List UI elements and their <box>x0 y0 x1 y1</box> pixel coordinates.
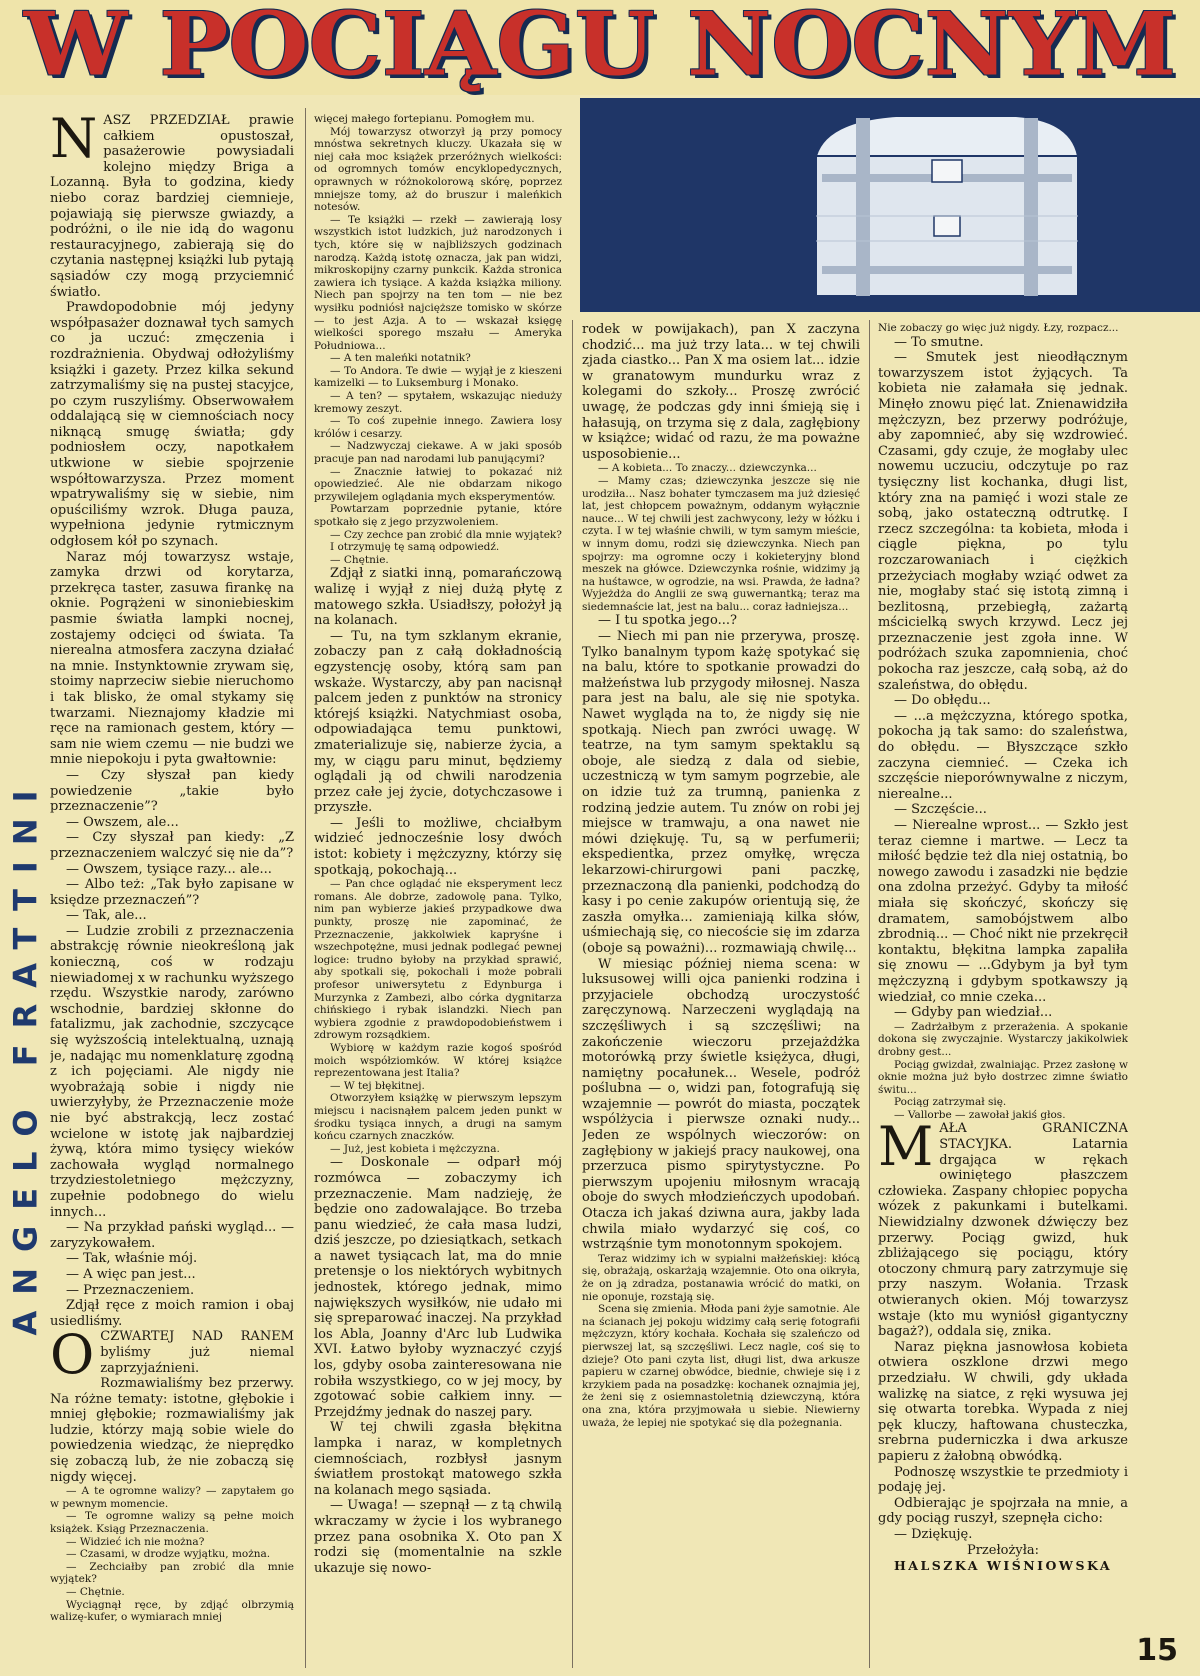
paragraph <box>314 365 562 390</box>
paragraph-text: Wybiorę w każdym razie kogoś spośród moich współziomków. W której książce reprezentowana jest Italia? <box>314 1041 562 1080</box>
paragraph <box>314 1498 562 1576</box>
paragraph <box>314 541 562 554</box>
paragraph <box>50 768 294 815</box>
paragraph-text: Naraz piękna jasnowłosa kobieta otwiera oszklone drzwi mego przedziału. W chwili, gdy układa walizkę na siatce, z ręki wysuwa jej się otwarta torebka. Wypada z niej pęk kluczy, haftowana chusteczka, srebrna puderniczka i dwa arkusze papieru z żałobną obwódką. <box>878 1339 1128 1464</box>
drop-cap: O <box>50 1323 95 1387</box>
paragraph <box>50 1251 294 1267</box>
paragraph <box>582 1303 860 1429</box>
paragraph <box>878 1340 1128 1465</box>
paragraph-text: — Gdyby pan wiedział... <box>894 1005 1053 1021</box>
column-divider-1 <box>305 108 306 1668</box>
paragraph-text: I otrzymuję tę samą odpowiedź. <box>330 541 500 554</box>
paragraph-text: — Tak, właśnie mój. <box>66 1251 198 1267</box>
paragraph <box>314 1080 562 1093</box>
paragraph-text: — Zadrżałbym z przerażenia. A spokanie dokona się zwyczajnie. Wystarczy jakikolwiek drobny gest... <box>878 1020 1128 1058</box>
paragraph-text: — A te ogromne walizy? — zapytałem go w pewnym momencie. <box>50 1485 294 1510</box>
paragraph <box>878 350 1128 693</box>
paragraph-text: AŁA GRANICZNA STACYJKA. Latarnia drgająca w rękach owiniętego płaszczem człowieka. Zaspany chłopiec popycha wózek z pakunkami i butelkami. Niewidzialny dzwonek dźwięczy bez przerwy. Pociąg gwizd, huk zbliżającego się pociągu, który otoczony chmurą pary zatrzymuje się przy naszym. Wołania. Trzask otwieranych okien. Mój towarzysz wstaje (kto mu wyniósł gigantyczny bagaż?), oddala się, znika. <box>878 1121 1128 1340</box>
paragraph-text: Mój towarzysz otworzył ją przy pomocy mnóstwa sekretnych kluczy. Ukazała się w niej cała moc książek przeróżnych wielkości: od ogromnych tomów encyklopedycznych, oprawnych w różnokolorową skórę, poprzez mniejsze tomy, aż do bruszur i maleńkich notesów. <box>314 125 562 214</box>
paragraph-text: — Dziękuję. <box>894 1526 973 1542</box>
translator-label: Przełożyła: <box>966 1542 1040 1558</box>
paragraph-text: Pociąg zatrzymał się. <box>894 1096 1007 1109</box>
paragraph <box>878 802 1128 818</box>
paragraph <box>50 830 294 861</box>
paragraph <box>50 550 294 768</box>
paragraph <box>878 693 1128 709</box>
paragraph <box>50 1220 294 1251</box>
paragraph-text: więcej małego fortepianu. Pomogłem mu. <box>314 113 535 125</box>
paragraph-text: — Pan chce oglądać nie eksperyment lecz romans. Ale dobrze, zadowolę pana. Tylko, nim pan wybierze jakieś przypadkowe dwa punkty, proszę nie zapominać, że Przeznaczenie, jakkolwiek kapryśne i wszechpotężne, musi jednak podlegać pewnej logice: trudno byłoby na przykład sprawić, aby spotkali się, pokochali i może pobrali profesor uniwersytetu z Edynburga i Murzynka z Zambezi, albo córka dygnitarza chińskiego i rybak islandzki. Niech pan wybiera zgodnie z prawdopodobieństwem i zdrowym rozsądkiem. <box>314 878 562 1042</box>
paragraph-text: — Przeznaczeniem. <box>66 1282 195 1298</box>
paragraph <box>314 1420 562 1498</box>
paragraph <box>582 613 860 629</box>
paragraph <box>50 1323 294 1485</box>
paragraph-text: — Znacznie łatwiej to pokazać niż opowiedzieć. Ale nie obdarzam nikogo przywilejem oglądania mych eksperymentów. <box>314 465 562 503</box>
paragraph <box>582 462 860 475</box>
paragraph-text: — Uwaga! — szepnął — z tą chwilą wkraczamy w życie i los wybranego przez pana osobnika X. Oto pan X rodzi się (momentalnie na szkle ukazuje się nowo- <box>314 1498 562 1576</box>
paragraph <box>314 554 562 567</box>
paragraph <box>314 529 562 542</box>
paragraph-text: — Chętnie. <box>66 1586 125 1598</box>
paragraph-text: — Czasami, w drodze wyjątku, można. <box>66 1548 271 1561</box>
paragraph-text: Naraz mój towarzysz wstaje, zamyka drzwi od korytarza, przekręca taster, zasuwa firankę na oknie. Pogrążeni w sinoniebieskim pasmie światła lampki nocnej, zostajemy odcięci od świata. Ta nierealna atmosfera zaczyna działać na mnie. Instynktownie zrywam się, stoimy naprzeciw siebie nieruchomo i tak blisko, że omal stykamy się twarzami. Nieznajomy kładzie mi ręce na ramionach gestem, który — sam nie wiem czemu — nie budzi we mnie niepokoju i pyta gwałtownie: <box>50 549 294 768</box>
paragraph <box>50 1485 294 1510</box>
paragraph <box>50 1548 294 1561</box>
paragraph-text: — A ten maleńki notatnik? <box>330 352 471 365</box>
author-name: ANGELO FRATTINI <box>7 774 45 1336</box>
paragraph <box>50 300 294 550</box>
paragraph-text: W tej chwili zgasła błękitna lampka i naraz, w kompletnych ciemnościach, rozbłysł jasnym światłem prostokąt matowego szkła na kolanach mego sąsiada. <box>314 1420 562 1498</box>
paragraph <box>314 466 562 504</box>
paragraph <box>50 924 294 1220</box>
paragraph <box>50 862 294 878</box>
paragraph-text: — Albo też: „Tak było zapisane w księdze przeznaczeń”? <box>50 877 294 908</box>
paragraph <box>878 1096 1128 1109</box>
title-band <box>0 0 1200 95</box>
paragraph <box>878 322 1128 335</box>
paragraph-text: Zdjął ręce z moich ramion i obaj usiedliśmy. <box>50 1298 294 1329</box>
paragraph-text: — Szczęście... <box>894 802 987 818</box>
paragraph-text: — W tej błękitnej. <box>330 1079 425 1092</box>
paragraph <box>50 1283 294 1299</box>
paragraph <box>878 1059 1128 1097</box>
paragraph <box>878 1527 1128 1543</box>
paragraph-text: Powtarzam poprzednie pytanie, które spotkało się z jego przyzwoleniem. <box>314 503 562 528</box>
paragraph <box>878 1115 1128 1340</box>
paragraph <box>878 1465 1128 1496</box>
paragraph <box>314 503 562 528</box>
paragraph-text: — Ludzie zrobili z przeznaczenia abstrakcję równie nieokreśloną jak konieczną, coś w rodzaju niewiadomej x w rachunku wyższego rzędu. Wszystkie narody, zarówno wschodnie, bardziej skłonne do fatalizmu, jak zachodnie, szczycące się wyższością intelektualną, uznają je, nadając mu nomenklaturę zgodną z ich pojęciami. Ale nigdy nie wyobrażają sobie i nigdy nie uwierzyłyby, że Przeznaczenie może nie być abstrakcją, lecz zostać wcielone w istotę jak najbardziej żywą, która mimo tysięcy wieków zachowała wygląd normalnego trzydziestoletniego mężczyzny, zupełnie podobnego do wielu innych... <box>50 923 294 1220</box>
paragraph <box>50 1536 294 1549</box>
paragraph <box>314 126 562 214</box>
trunk-icon <box>580 98 1200 312</box>
paragraph-text: — Czy słyszał pan kiedy powiedzenie „takie było przeznaczenie”? <box>50 767 294 815</box>
paragraph-text: — Te książki — rzekł — zawierają losy wszystkich istot ludzkich, już narodzonych i tych, które się w najbliższych godzinach narodzą. Każdą istotę oznacza, jak pan widzi, mikroskopijny czarny punkcik. Każda stronica zawiera ich tysiące. A każda książka miliony. Niech pan spojrzy na ten tom — nie bez wysiłku podniósł najcięższe tomisko w skórze — to jest Azja. A to — wskazał księgę wielkości sporego mszału — Ameryka Południowa... <box>314 213 562 352</box>
column-3 <box>582 322 860 1668</box>
paragraph <box>50 1510 294 1535</box>
column-4 <box>878 322 1128 1632</box>
paragraph-text: — Już, jest kobieta i mężczyzna. <box>330 1142 500 1155</box>
paragraph-text: — Niech mi pan nie przerywa, proszę. Tylko banalnym typom każę spotykać się na balu, które to spotkanie prowadzi do małżeństwa lub przygody miłosnej. Nasza para jest na balu, ale się nie spotyka. Nawet wygląda na to, że nigdy się nie spotkają. Niech pan zwróci uwagę. W teatrze, na tym samym spektaklu są oboje, ale siedzą z dala od siebie, uczestniczą w tym samym pogrzebie, ale on idzie tuż za trumną, panienka z rodziną jedzie autem. Tu znów on robi jej miejsce w tramwaju, a ona nawet nie mówi dziękuję. Tu, są w perfumerii; ekspedientka, przez omyłkę, wręcza lekarzowi-chirurgowi pani paczkę, przeznaczoną dla panienki, podchodzą do kasy i po cenie zakupów orientują się, że zaszła omyłka... zamieniają kilka słów, uśmiechają się, co niecoście się im zdarza (oboje są poważni)... rozmawiają chwilę... <box>582 629 860 956</box>
article-title: W POCIĄGU NOCNYM <box>23 0 1177 96</box>
paragraph <box>582 957 860 1253</box>
paragraph <box>50 1298 294 1329</box>
paragraph <box>50 113 294 300</box>
paragraph-text: — Zechciałby pan zrobić dla mnie wyjątek? <box>50 1560 294 1586</box>
paragraph <box>314 1143 562 1156</box>
paragraph <box>582 322 860 462</box>
illustration-trunk <box>580 98 1200 312</box>
column-divider-3 <box>869 320 870 1668</box>
paragraph-text: Nie zobaczy go więc już nigdy. Łzy, rozpacz... <box>878 322 1119 334</box>
paragraph-text: — Czy słyszał pan kiedy: „Z przeznaczeniem walczyć się nie da”? <box>50 830 294 861</box>
paragraph <box>878 1496 1128 1527</box>
paragraph-text: — Doskonale — odparł mój rozmówca — zobaczymy ich przeznaczenie. Mam nadzieję, że będzie ono zadowalające. Bo trzeba panu wiedzieć, że cała masa ludzi, dziś jeszcze, po dziesiątkach, setkach a nawet tysiącach lat, ma do mnie pretensje o los niektórych wybitnych jednostek, którego jednak, mimo największych wysiłków, nie udało mi się spreparować inaczej. Na przykład los Abla, Joanny d'Arc lub Ludwika XVI. Łatwo byłoby wyznaczyć czyjś los, gdyby osoba zainteresowana nie robiła wszystkiego, co w jej mocy, by zgotować sobie całkiem inny. — Przejdźmy jednak do naszej pary. <box>314 1155 562 1420</box>
paragraph-text: CZWARTEJ NAD RANEM byliśmy już niemal zaprzyjaźnieni. Rozmawialiśmy bez przerwy. Na różne tematy: istotne, głębokie i mniej głębokie; rozmawialiśmy jak ludzie, którzy mają sobie wiele do powiedzenia wiedząc, że nieprędko się zobaczą lub, że nie zobaczą się nigdy więcej. <box>50 1329 294 1485</box>
paragraph-text: W miesiąc później niema scena: w luksusowej willi ojca panienki rodzina i przyjaciele obchodzą uroczystość zaręczynową. Narzeczeni wyglądają na szczęśliwych i są szczęśliwi; na zakończenie wieczoru przejażdżka motorówką przy świetle księżyca, długi, namiętny pocałunek... Wesele, podróż poślubna — o, widzi pan, fotografują się wzajemnie — powrót do miasta, początek wspólżycia i pierwsze oznaki nudy... Jeden ze wspólnych wieczorów: on zagłębiony w jakiejś pracy naukowej, ona przerzuca pismo spirytystyczne. Po pierwszym upojeniu miłosnym wracają oboje do swych młodzieńczych upodobań. Otacza ich jakaś dziwna aura, jakby lada chwila miało wydarzyć się coś, co wstrząśnie tym monotonnym spokojem. <box>582 956 860 1253</box>
paragraph <box>878 335 1128 351</box>
author-vertical <box>6 640 46 1470</box>
paragraph <box>878 1021 1128 1059</box>
paragraph-text: Podnoszę wszystkie te przedmioty i podaję jej. <box>878 1464 1128 1496</box>
paragraph <box>582 475 860 614</box>
paragraph-text: — Tak, ale... <box>66 908 147 924</box>
paragraph-text: Odbierając je spojrzała na mnie, a gdy pociąg ruszył, szepnęła cicho: <box>878 1495 1128 1527</box>
paragraph-text: — Nadzwyczaj ciekawe. A w jaki sposób pracuje pan nad narodami lub panującymi? <box>314 440 562 466</box>
paragraph-text: ASZ PRZEDZIAŁ prawie całkiem opustoszał, pasażerowie powysiadali kolejno między Briga a Lozanną. Była to godzina, kiedy niebo coraz bardziej ciemnieje, pojawiają się pierwsze gwiazdy, a podróżni, o ile nie idą do wagonu restauracyjnego, zabierają się do czytania następnej książki lub pytają sąsiadów czy mogą przyciemnić światło. <box>50 113 294 300</box>
paragraph <box>314 390 562 415</box>
paragraph <box>314 415 562 440</box>
paragraph-text: — Vallorbe — zawołał jakiś głos. <box>894 1108 1066 1121</box>
paragraph-text: Teraz widzimy ich w sypialni małżeńskiej: kłócą się, obrażają, oskarżają wzajemnie. Oto ona oikryła, że on ją zdradza, postanawia wrócić do matki, on nie oponuje, rozstają się. <box>582 1252 860 1303</box>
paragraph <box>314 440 562 465</box>
paragraph-text: — Chętnie. <box>330 553 389 566</box>
paragraph-text: — Nierealne wprost... — Szkło jest teraz ciemne i martwe. — Lecz ta miłość będzie też dla niej ostatnią, bo nowego zawodu i zasadzki nie będzie ona zdolna przeżyć. Gdyby ta miłość miała się skończyć, skończy się dramatem, samobójstwem albo zbrodnią... — Choć nikt nie przekręcił kontaktu, błękitna lampka zapaliła się znowu — ...Gdybym ja był tym mężczyzną i gdybym spotkawszy ją wiedział, co mnie czeka... <box>878 818 1128 1005</box>
paragraph <box>50 1561 294 1586</box>
paragraph <box>314 1042 562 1080</box>
paragraph-text: — To Andora. Te dwie — wyjął je z kieszeni kamizelki — to Luksemburg i Monako. <box>314 364 562 390</box>
paragraph <box>314 878 562 1042</box>
paragraph-text: — To coś zupełnie innego. Zawiera losy królów i cesarzy. <box>314 415 562 440</box>
paragraph-text: — To smutne. <box>894 334 984 350</box>
paragraph <box>878 1109 1128 1122</box>
paragraph <box>314 214 562 353</box>
paragraph-text: — Owszem, tysiące razy... ale... <box>66 861 272 877</box>
paragraph-text: — Widzieć ich nie można? <box>66 1535 205 1548</box>
paragraph <box>50 908 294 924</box>
drop-cap: N <box>50 113 98 170</box>
paragraph <box>50 877 294 908</box>
translator-name: HALSZKA WIŚNIOWSKA <box>893 1558 1113 1574</box>
paragraph-text: — I tu spotka jego...? <box>598 613 737 629</box>
paragraph-text: — Jeśli to możliwe, chciałbym widzieć jednocześnie losy dwóch istot: kobiety i mężczyzny, którzy się spotkają, pokochają... <box>314 815 562 878</box>
paragraph <box>50 1586 294 1599</box>
paragraph <box>314 566 562 628</box>
paragraph <box>878 709 1128 803</box>
paragraph-text: — Owszem, ale... <box>66 814 179 830</box>
paragraph <box>314 113 562 126</box>
paragraph <box>50 815 294 831</box>
paragraph <box>878 1005 1128 1021</box>
paragraph-text: — Czy zechce pan zrobić dla mnie wyjątek? <box>330 528 562 541</box>
paragraph <box>314 352 562 365</box>
paragraph <box>582 1253 860 1303</box>
column-2 <box>314 113 562 1668</box>
drop-cap: M <box>878 1115 934 1179</box>
column-1 <box>50 113 294 1668</box>
paragraph-text: Otworzyłem książkę w pierwszym lepszym miejscu i nacisnąłem palcem jeden punkt w środku tysiąca innych, a drugi na samym końcu czarnych znaczków. <box>314 1092 562 1143</box>
paragraph <box>314 816 562 878</box>
paragraph-text: — Te ogromne walizy są pełne moich książek. Ksiąg Przeznaczenia. <box>50 1510 294 1536</box>
paragraph-text: — Smutek jest nieodłącznym towarzyszem istot żyjących. Ta kobieta nie załamała się jednak. Minęło znowu pięć lat. Znienawidziła mężczyzn, bez przerwy podróżuje, aby zapomnieć, aby się wzdrowieć. Czasami, gdy czuje, że mogłaby ulec nowemu uczuciu, odczytuje po raz tysięczny list kochanka, długi list, który zna na pamięć i wozi stale ze sobą, jako ostateczną odtrutkę. I rzecz szczególna: ta kobieta, młoda i ciągle piękna, po tylu rozczarowaniach i ciężkich przeżyciach mogłaby wziąć odwet za nie, mogłaby stać się istotą zimną i bezlitosną, przebiegłą, zażartą mścicielką swych krzywd. Lecz jej przeznaczenie jest zgoła inne. W podróżach szuka zapomnienia, choć pokocha raz jeszcze, całą sobą, aż do szaleństwa, do obłędu. <box>878 350 1128 693</box>
page-number: 15 <box>1136 1633 1178 1668</box>
paragraph-text: Prawdopodobnie mój jedyny współpasażer doznawał tych samych co ja uczuć: zmęczenia i rozdrażnienia. Obydwaj odłożyliśmy książki i gazety. Przez kilka sekund zatrzymaliśmy się na pustej stacyjce, po czym ruszyliśmy. Obserwowałem oddalającą się w ciemnościach nocy niknącą smugę światła; gdy podniosłem oczy, napotkałem utkwione w siebie spojrzenie współtowarzysza. Przez moment wpatrywaliśmy się w siebie, nim opuściliśmy wzrok. Długa pauza, wypełniona jedynie rytmicznym odgłosem kół po szynach. <box>50 300 294 550</box>
paragraph <box>50 1267 294 1283</box>
paragraph-text: Wyciągnął ręce, by zdjąć olbrzymią walizę-kufer, o wymiarach mniej <box>50 1598 294 1624</box>
paragraph-text: — Tu, na tym szklanym ekranie, zobaczy pan z całą dokładnością egzystencję osoby, którą sam pan wskaże. Wystarczy, aby pan nacisnął palcem jeden z punktów na stronicy którejś książki. Natychmiast osoba, odpowiadająca temu punktowi, zmaterializuje się, nabierze życia, a my, w ciągu paru minut, będziemy oglądali ją od chwili narodzenia przez całe jej życie, dotychczasowe i przyszłe. <box>314 628 562 816</box>
paragraph-text: — ...a mężczyzna, którego spotka, pokocha ją tak samo: do szaleństwa, do obłędu. — Błyszczące szkło zaczyna ciemnieć. — Czeka ich szczęście nieporównywalne z niczym, nierealne... <box>878 708 1128 802</box>
paragraph-text: — Do obłędu... <box>894 693 991 709</box>
column-divider-2 <box>572 320 573 1668</box>
paragraph-text: — A kobieta... To znaczy... dziewczynka... <box>598 462 817 475</box>
paragraph-text: Zdjął z siatki inną, pomarańczową walizę i wyjął z niej dużą płytę z matowego szkła. Usiadłszy, położył ją na kolanach. <box>314 566 562 629</box>
paragraph <box>314 1155 562 1420</box>
paragraph-text: — A ten? — spytałem, wskazując nieduży kremowy zeszyt. <box>314 390 562 415</box>
paragraph-text: — Na przykład pański wygląd... — zaryzykowałem. <box>50 1220 294 1251</box>
paragraph-text: — A więc pan jest... <box>66 1266 196 1282</box>
paragraph <box>50 1599 294 1624</box>
paragraph-text: Pociąg gwizdał, zwalniając. Przez zasłonę w oknie można już było dostrzec zimne światło świtu... <box>878 1058 1128 1096</box>
paragraph <box>314 1092 562 1142</box>
paragraph-text: Scena się zmienia. Młoda pani żyje samotnie. Ale na ścianach jej pokoju widzimy całą serię fotografii mężczyzn, który kochała. Kochała się szaleńczo od pierwszej lat, są szczęśliwi. Lecz nagle, coś się to dzieje? Oto pani czyta list, długi list, dwa arkusze papieru w czarnej obwódce, biednie, chwieje się i z krzykiem pada na posadzkę: kochanek oznajmia jej, że żeni się z osiemnastoletnią dziewczyną, która ona zna, która przyjmowała u siebie. Niewierny uważa, że lepiej nie spotykać się dla pożegnania. <box>582 1303 860 1429</box>
paragraph-text: — Mamy czas; dziewczynka jeszcze się nie urodziła... Nasz bohater tymczasem ma już dziesięć lat, jest chłopcem poważnym, oddanym wyłącznie nauce... W tej chwili jest zachwycony, leży w łóżku i czyta. I w tej właśnie chwili, w tym samym mieście, w innym domu, rodzi się dziewczynka. Niech pan spojrzy: ma ogromne oczy i kokieteryjny blond meszek na główce. Dziewczynka rośnie, widzimy ją na huśtawce, w ogrodzie, na wsi. Prawda, że ładna? Wyjeżdża do Anglii ze swą guwernantką; teraz ma siedemnaście lat, jest na balu... coraz ładniejsza... <box>582 474 860 613</box>
paragraph <box>314 629 562 816</box>
paragraph <box>878 818 1128 1005</box>
paragraph <box>582 629 860 956</box>
paragraph-text: rodek w powijakach), pan X zaczyna chodzić... ma już trzy lata... w tej chwili zjada ciastko... Pan X ma osiem lat... idzie w granatowym mundurku wraz z kolegami do szkoły... Proszę zwrócić uwagę, że podczas gdy inni śmieją się i hałasują, on trzyma się z dala, zagłębiony w książce; widać od razu, że ma poważne usposobienie... <box>582 322 860 462</box>
